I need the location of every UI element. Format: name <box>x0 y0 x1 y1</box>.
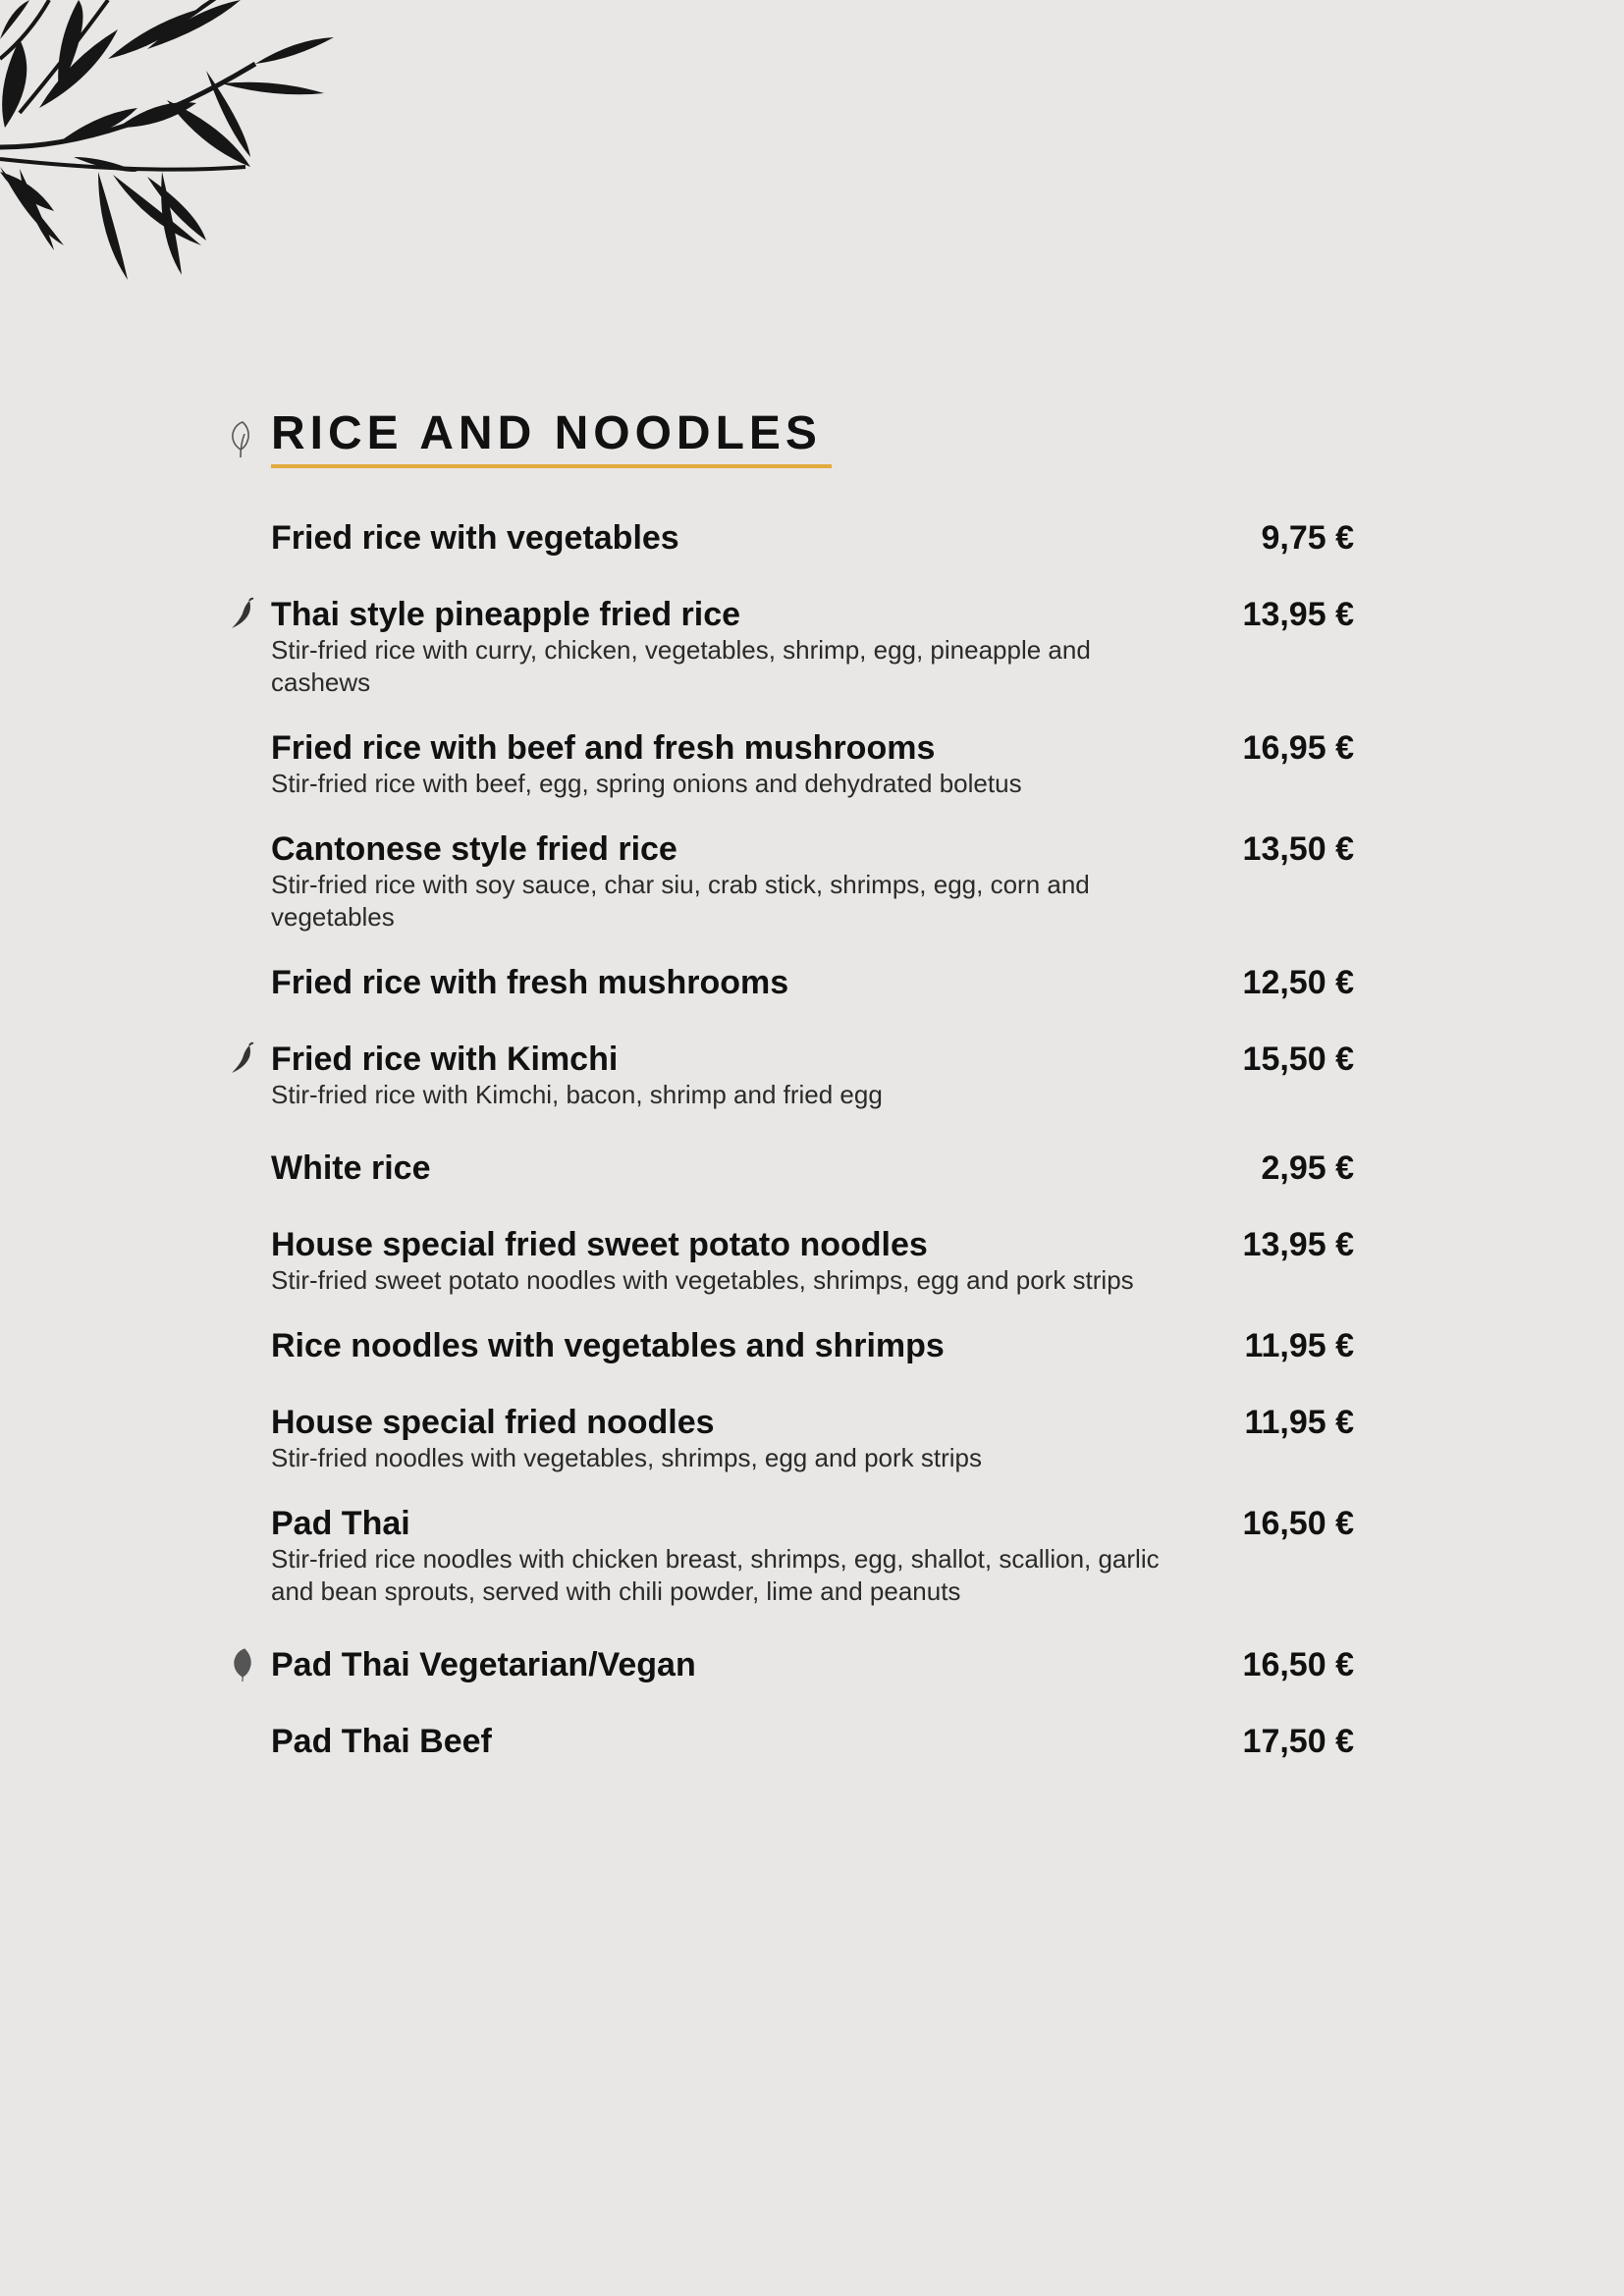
item-description: Stir-fried rice noodles with chicken breast, shrimps, egg, shallot, scallion, garlic and bean sprouts, served with chili powder, lime and peanuts <box>271 1544 1160 1606</box>
item-name: Rice noodles with vegetables and shrimps <box>271 1327 945 1364</box>
item-name: Fried rice with beef and fresh mushrooms <box>271 729 936 767</box>
item-name: Pad Thai Vegetarian/Vegan <box>271 1646 696 1683</box>
chili-pepper-icon <box>228 597 257 632</box>
menu-item <box>271 593 1354 699</box>
menu-item <box>271 1147 1354 1190</box>
item-name: Fried rice with vegetables <box>271 519 679 557</box>
item-price: 11,95 € <box>1244 1404 1354 1441</box>
item-price: 13,50 € <box>1242 830 1354 868</box>
item-price: 16,95 € <box>1242 729 1354 767</box>
menu-item <box>271 1643 1354 1686</box>
vegetarian-leaf-icon <box>228 1647 257 1682</box>
bamboo-branch-decoration-icon <box>0 0 344 285</box>
menu-item <box>271 961 1354 1004</box>
item-name: House special fried noodles <box>271 1404 715 1441</box>
item-price: 16,50 € <box>1242 1646 1354 1683</box>
menu-item <box>271 1223 1354 1297</box>
menu-item <box>271 516 1354 560</box>
menu-item <box>271 828 1354 934</box>
item-name: House special fried sweet potato noodles <box>271 1226 928 1263</box>
menu-item <box>271 1502 1354 1608</box>
menu-item <box>271 1038 1354 1111</box>
item-price: 16,50 € <box>1242 1505 1354 1542</box>
item-description: Stir-fried sweet potato noodles with vegetables, shrimps, egg and pork strips <box>271 1265 1134 1295</box>
item-name: Cantonese style fried rice <box>271 830 677 868</box>
menu-item <box>271 726 1354 800</box>
title-underline <box>271 464 832 468</box>
item-name: White rice <box>271 1149 431 1187</box>
item-description: Stir-fried rice with beef, egg, spring onions and dehydrated boletus <box>271 769 1022 798</box>
menu-item <box>271 1720 1354 1763</box>
item-price: 9,75 € <box>1261 519 1354 557</box>
item-price: 11,95 € <box>1244 1327 1354 1364</box>
item-price: 13,95 € <box>1242 596 1354 633</box>
item-description: Stir-fried noodles with vegetables, shrimps, egg and pork strips <box>271 1443 983 1472</box>
page-title: RICE AND NOODLES <box>271 407 822 459</box>
item-name: Thai style pineapple fried rice <box>271 596 741 633</box>
item-description: Stir-fried rice with Kimchi, bacon, shrimp and fried egg <box>271 1080 883 1109</box>
item-name: Pad Thai <box>271 1505 410 1542</box>
item-price: 17,50 € <box>1242 1723 1354 1760</box>
item-name: Fried rice with fresh mushrooms <box>271 964 789 1001</box>
item-price: 2,95 € <box>1261 1149 1354 1187</box>
item-price: 13,95 € <box>1242 1226 1354 1263</box>
menu-item <box>271 1401 1354 1474</box>
item-description: Stir-fried rice with curry, chicken, vegetables, shrimp, egg, pineapple and cashews <box>271 635 1091 697</box>
item-price: 12,50 € <box>1242 964 1354 1001</box>
item-name: Fried rice with Kimchi <box>271 1041 619 1078</box>
chili-pepper-icon <box>228 1041 257 1077</box>
item-name: Pad Thai Beef <box>271 1723 492 1760</box>
item-description: Stir-fried rice with soy sauce, char siu, crab stick, shrimps, egg, corn and vegetables <box>271 870 1090 932</box>
item-price: 15,50 € <box>1242 1041 1354 1078</box>
leaf-outline-icon <box>228 420 253 459</box>
menu-item <box>271 1324 1354 1367</box>
